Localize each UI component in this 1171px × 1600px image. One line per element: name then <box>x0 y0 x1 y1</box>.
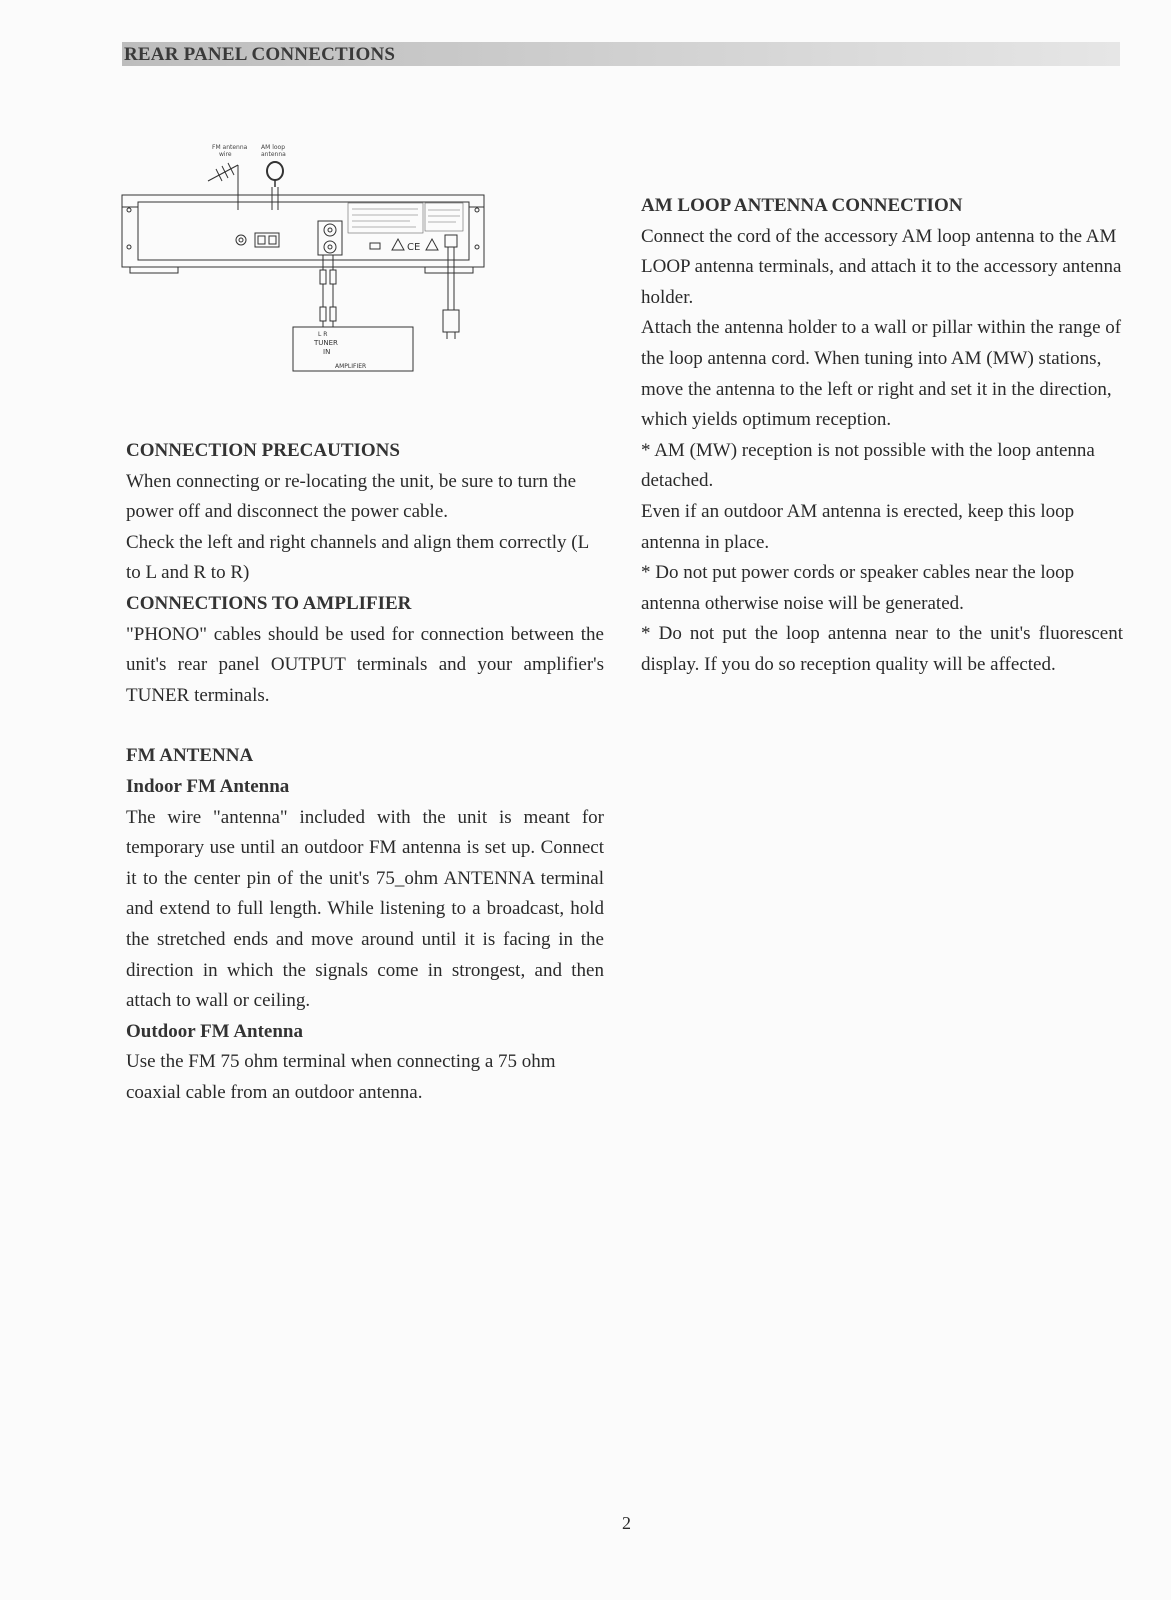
rca-cables-icon <box>320 255 336 327</box>
amp-tuner-label: TUNER <box>314 339 338 347</box>
amp-lr-label: L R <box>318 331 328 338</box>
spacer <box>126 711 604 741</box>
am-loop-label-1: AM loop <box>261 144 286 151</box>
section-header-bar <box>122 42 1120 66</box>
unit-rear-panel <box>122 195 484 273</box>
section-title: REAR PANEL CONNECTIONS <box>124 44 396 65</box>
connections-to-amplifier-para: "PHONO" cables should be used for connection between the unit's rear panel OUTPUT terminals and your amplifier's TUNER terminals. <box>126 623 604 706</box>
indoor-fm-antenna-para: The wire "antenna" included with the unit is meant for temporary use until an outdoor FM antenna is set up. Connect it to the center pin of the unit's 75_ohm ANTENNA terminal and extend to full length. While listening to a broadcast, hold the stretched ends and move around until it is facing in the direction in which the signals come in strongest, and then attach to wall or ceiling. <box>126 806 604 1012</box>
output-jacks-icon <box>318 221 342 255</box>
am-loop-note1: * AM (MW) reception is not possible with the loop antenna detached. <box>641 439 1095 492</box>
right-column <box>641 191 1123 681</box>
outdoor-fm-antenna-para: Use the FM 75 ohm terminal when connecting a 75 ohm coaxial cable from an outdoor antenna. <box>126 1051 556 1103</box>
am-loop-heading: AM LOOP ANTENNA CONNECTION <box>641 195 963 216</box>
label-plates <box>348 203 463 233</box>
amp-in-label: IN <box>323 348 331 356</box>
am-loop-para3: Even if an outdoor AM antenna is erected, keep this loop antenna in place. <box>641 500 1075 553</box>
am-loop-antenna-icon <box>267 162 283 210</box>
am-loop-note2: * Do not put power cords or speaker cables near the loop antenna otherwise noise will be generated. <box>641 562 1075 614</box>
connection-precautions-para2: Check the left and right channels and align them correctly (L to L and R to R) <box>126 531 589 584</box>
fm-antenna-heading: FM ANTENNA <box>126 745 254 767</box>
connections-to-amplifier-heading: CONNECTIONS TO AMPLIFIER <box>126 592 412 614</box>
outdoor-fm-antenna-heading: Outdoor FM Antenna <box>126 1020 304 1042</box>
warning-symbols-icon <box>370 239 438 253</box>
am-loop-para1: Connect the cord of the accessory AM loop antenna to the AM LOOP antenna terminals, and attach it to the accessory antenna holder. <box>641 225 1122 308</box>
power-cord-icon <box>443 235 459 339</box>
left-column <box>126 436 604 1108</box>
fm-antenna-label-1: FM antenna <box>212 144 248 151</box>
svg-text:CE: CE <box>407 242 421 253</box>
am-loop-note3: * Do not put the loop antenna near to the unit's fluorescent display. If you do so reception quality will be affected. <box>641 623 1123 675</box>
diagram-labels <box>212 144 286 158</box>
am-loop-para2: Attach the antenna holder to a wall or pillar within the range of the loop antenna cord. When tuning into AM (MW) stations, move the antenna to the left or right and set it in the direction, which yields optimum reception. <box>641 317 1122 431</box>
fm-antenna-wire-icon <box>208 163 238 210</box>
am-loop-label-2: antenna <box>261 151 286 158</box>
fm-antenna-label-2: wire <box>219 151 232 158</box>
antenna-terminals-icon <box>236 233 279 247</box>
page-number: 2 <box>622 1513 631 1533</box>
indoor-fm-antenna-heading: Indoor FM Antenna <box>126 775 290 797</box>
amp-amplifier-label: AMPLIFIER <box>335 363 367 370</box>
rear-panel-diagram <box>120 135 500 385</box>
connection-precautions-heading: CONNECTION PRECAUTIONS <box>126 440 400 461</box>
connection-precautions-para1: When connecting or re-locating the unit, be sure to turn the power off and disconnect the power cable. <box>126 470 577 523</box>
